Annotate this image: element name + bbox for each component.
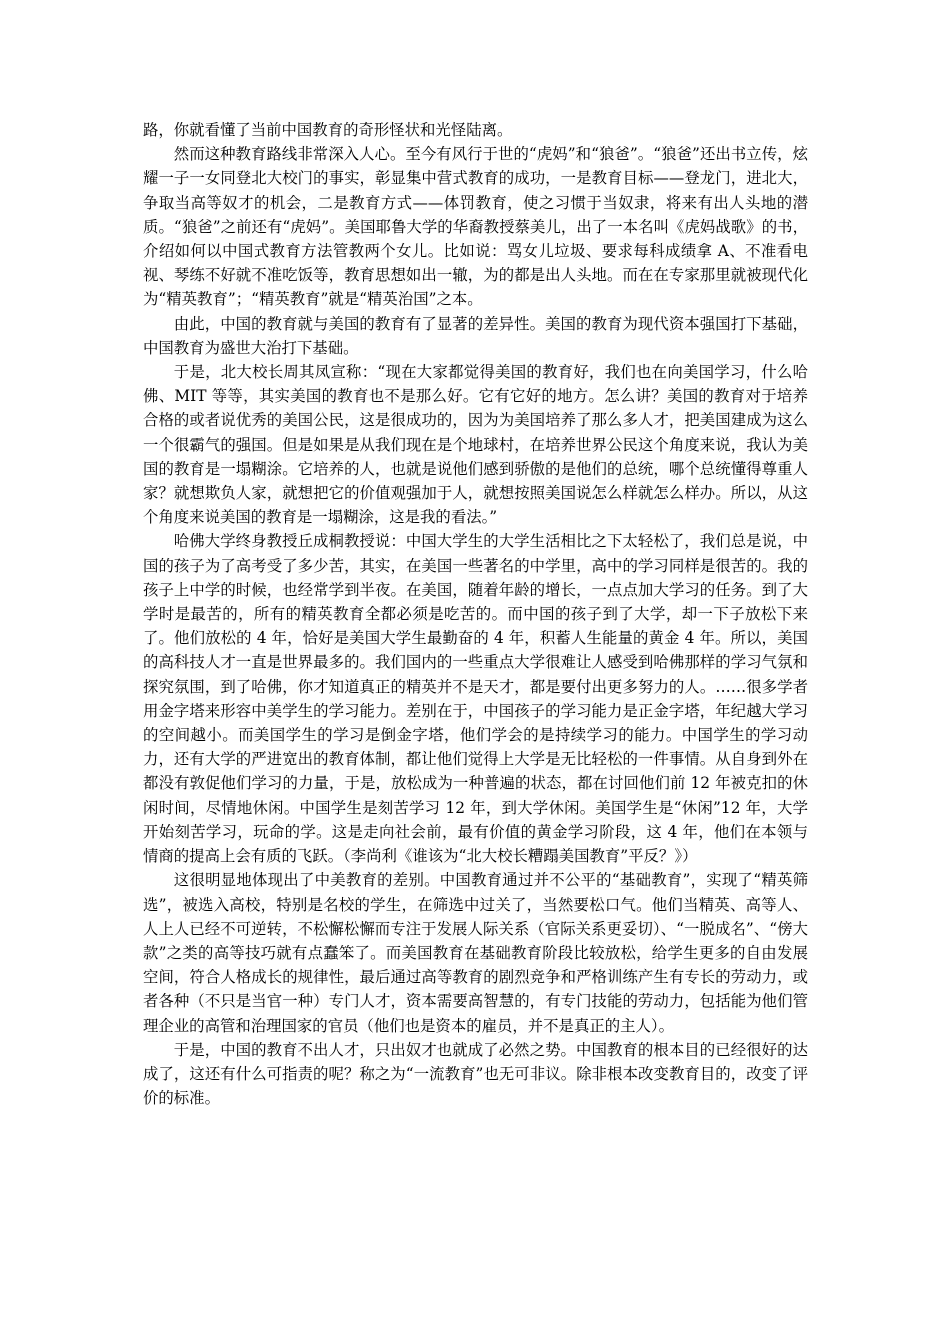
paragraph-sino-us-difference: 这很明显地体现出了中美教育的差别。中国教育通过并不公平的“基础教育”，实现了“精英筛选”，被选入高校，特别是名校的学生，在筛选中过关了，当然要松口气。他们当精英、高等人、人上人已经不可逆转，不松懈松懈而专注于发展人际关系（官际关系更妥切）、“一脱成名”、“傍大款”之类的高等技巧就有点蠢笨了。而美国教育在基础教育阶段比较放松，给学生更多的自由发展空间，符合人格成长的规律性，最后通过高等教育的剧烈竞争和严格训练产生有专长的劳动力，或者各种（不只是当官一种）专门人才，资本需要高智慧的，有专门技能的劳动力，包括能为他们管理企业的高管和治理国家的官员（他们也是资本的雇员，并不是真正的主人）。	[143, 871, 808, 1035]
paragraph-harvard-professor-quote: 哈佛大学终身教授丘成桐教授说：中国大学生的大学生活相比之下太轻松了，我们总是说，中国的孩子为了高考受了多少苦，其实，在美国一些著名的中学里，高中的学习同样是很苦的。我的孩子上中学的时候，也经常学到半夜。在美国，随着年龄的增长，一点点加大学习的任务。到了大学时是最苦的，所有的精英教育全都必须是吃苦的。而中国的孩子到了大学，却一下子放松下来了。他们放松的 4 年，恰好是美国大学生最勤奋的 4 年，积蓄人生能量的黄金 4 年。所以，美国的高科技人才一直是世界最多的。我们国内的一些重点大学很难让人感受到哈佛那样的学习气氛和探究氛围，到了哈佛，你才知道真正的精英并不是天才，都是要付出更多努力的人。……很多学者用金字塔来形容中美学生的学习能力。差别在于，中国孩子的学习能力是正金字塔，年纪越大学习的空间越小。而美国学生的学习是倒金字塔，他们学会的是持续学习的能力。中国学生的学习动力，还有大学的严进宽出的教育体制，都让他们觉得上大学是无比轻松的一件事情。从自身到外在都没有敦促他们学习的力量，于是，放松成为一种普遍的状态，都在讨回他们前 12 年被克扣的休闲时间，尽情地休闲。中国学生是刻苦学习 12 年，到大学休闲。美国学生是“休闲”12 年，大学开始刻苦学习，玩命的学。这是走向社会前，最有价值的黄金学习阶段，这 4 年，他们在本领与情商的提高上会有质的飞跃。（李尚利《谁该为“北大校长糟蹋美国教育”平反？》）	[143, 532, 808, 866]
paragraph-tiger-mom-wolf-dad: 然而这种教育路线非常深入人心。至今有风行于世的“虎妈”和“狼爸”。“狼爸”还出书立传，炫耀一子一女同登北大校门的事实，彰显集中营式教育的成功，一是教育目标——登龙门，进北大，争取当高等奴才的机会，二是教育方式——体罚教育，使之习惯于当奴隶，将来有出人头地的潜质。“狼爸”之前还有“虎妈”。美国耶鲁大学的华裔教授蔡美儿，出了一本名叫《虎妈战歌》的书，介绍如何以中国式教育方法管教两个女儿。比如说：骂女儿垃圾、要求每科成绩拿 A、不准看电视、琴练不好就不准吃饭等，教育思想如出一辙，为的都是出人头地。而在在专家那里就被现代化为“精英教育”；“精英教育”就是“精英治国”之本。	[143, 145, 808, 309]
paragraph-conclusion: 于是，中国的教育不出人才，只出奴才也就成了必然之势。中国教育的根本目的已经很好的达成了，这还有什么可指责的呢？称之为“一流教育”也无可非议。除非根本改变教育目的，改变了评价的标准。	[143, 1040, 808, 1108]
paragraph-education-difference: 由此，中国的教育就与美国的教育有了显著的差异性。美国的教育为现代资本强国打下基础，中国教育为盛世大治打下基础。	[143, 314, 808, 357]
document-page	[143, 118, 808, 1110]
paragraph-pku-president-quote: 于是，北大校长周其凤宣称：“现在大家都觉得美国的教育好，我们也在向美国学习，什么哈佛、MIT 等等，其实美国的教育也不是那么好。它有它好的地方。怎么讲？美国的教育对于培养合格的或者说优秀的美国公民，这是很成功的，因为为美国培养了那么多人才，把美国建成为这么一个很霸气的强国。但是如果是从我们现在是个地球村，在培养世界公民这个角度来说，我认为美国的教育是一塌糊涂。它培养的人，也就是说他们感到骄傲的是他们的总统，哪个总统懂得尊重人家？就想欺负人家，就想把它的价值观强加于人，就想按照美国说怎么样就怎么样办。所以，从这个角度来说美国的教育是一塌糊涂，这是我的看法。”	[143, 363, 808, 527]
paragraph-continuation: 路，你就看懂了当前中国教育的奇形怪状和光怪陆离。	[143, 121, 513, 139]
